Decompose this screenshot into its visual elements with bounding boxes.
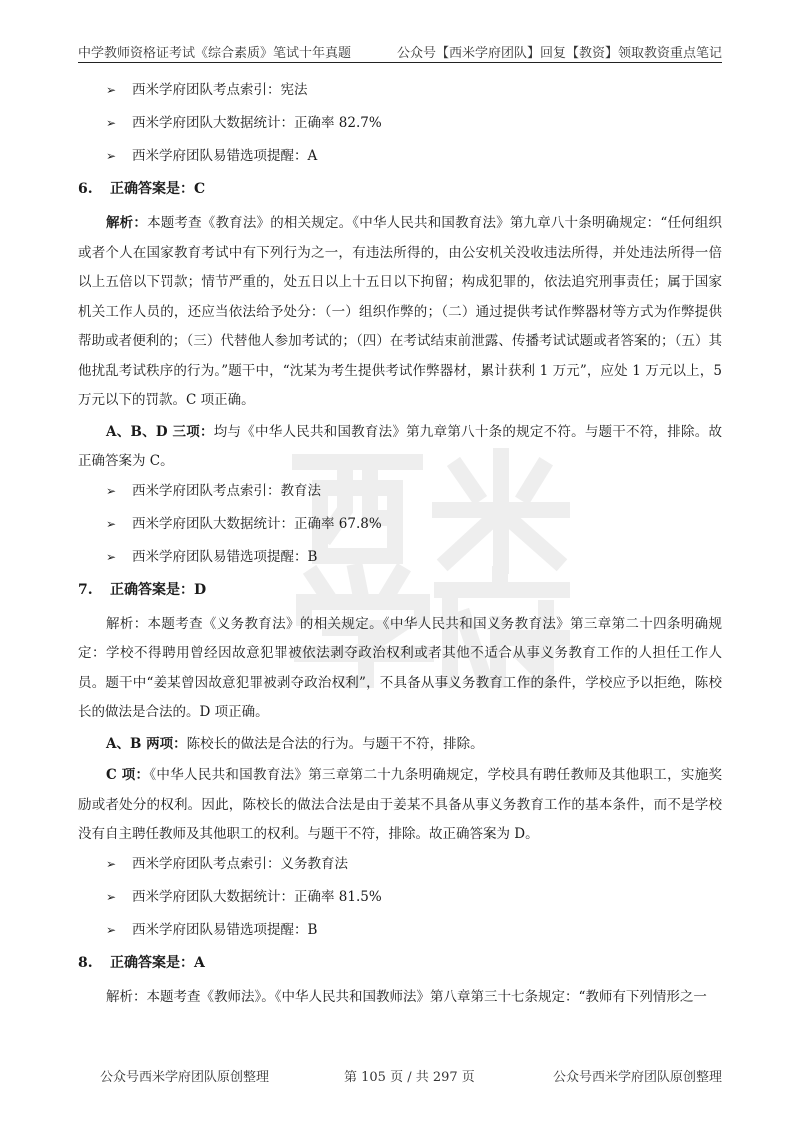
page-content [78,78,722,1014]
bullet-exam-point: ➢ 西米学府团队考点索引：教育法 [78,479,722,503]
page-number: 第 105 页 / 共 297 页 [344,1070,475,1085]
question-7-heading [78,578,722,602]
question-6-answer: 正确答案是：C [110,181,206,197]
bullet-exam-point: ➢ 西米学府团队考点索引：宪法 [78,78,722,102]
question-7-options-ab: A、B 两项：陈校长的做法是合法的行为。与题干不符，排除。 [106,735,484,752]
arrow-bullet-icon: ➢ [106,889,117,904]
question-6-analysis: 解析：本题考查《教育法》的相关规定。《中华人民共和国教育法》第九章八十条明确规定：“任何组织或者个人在国家教育考试中有下列行为之一，有违法所得的，由公安机关没收违法所得，并处违法所得一倍以上五倍以下罚款；情节严重的，处五日以上十五日以下拘留；构成犯罪的，依法追究刑事责任；属于国家机关工作人员的，还应当依法给予处分：（一）组织作弊的；（二）通过提供考试作弊器材等方式为作弊提供帮助或者便利的；（三）代替他人参加考试的；（四）在考试结束前泄露、传播考试试题或者答案的；（五）其他扰乱考试秩序的行为。”题干中，“沈某为考生提供考试作弊器材，累计获利 1 万元”，应处 1 万元以上，5 万元以下的罚款。C 项正确。 [78,215,723,408]
arrow-bullet-icon: ➢ [106,922,117,937]
page-footer [100,1066,722,1088]
bullet-common-mistake: ➢ 西米学府团队易错选项提醒：B [78,918,722,942]
arrow-bullet-icon: ➢ [106,83,117,97]
question-8-answer: 正确答案是：A [110,954,205,971]
top-bullet-list [78,78,722,168]
question-8-heading [78,951,722,975]
bullet-exam-point: ➢ 西米学府团队考点索引：义务教育法 [78,852,722,876]
arrow-bullet-icon: ➢ [106,516,117,531]
question-7-option-c: C 项：《中华人民共和国教育法》第三章第二十九条明确规定，学校具有聘任教师及其他职工，实施奖励或者处分的权利。因此，陈校长的做法合法是由于姜某不具备从事义务教育工作的基本条件，而不是学校没有自主聘任教师及其他职工的权利。与题干不符，排除。故正确答案为 D。 [78,767,722,842]
header-right-notice: 公众号【西米学府团队】回复【教资】领取教资重点笔记 [396,46,722,61]
question-6-number: 6. [78,181,93,197]
question-7-answer: 正确答案是：D [110,581,207,598]
question-6-heading [78,177,722,201]
arrow-bullet-icon: ➢ [106,856,117,871]
question-6-options-abd: A、B、D 三项：均与《中华人民共和国教育法》第九章第八十条的规定不符。与题干不符，排除。故正确答案为 C。 [78,423,723,469]
footer-left-credit: 公众号西米学府团队原创整理 [100,1070,270,1085]
arrow-bullet-icon: ➢ [106,549,117,564]
options-ab-label: A、B 两项： [106,735,187,752]
options-abd-label: A、B、D 三项： [106,423,214,440]
bullet-common-mistake: ➢ 西米学府团队易错选项提醒：B [78,545,722,569]
arrow-bullet-icon: ➢ [106,483,117,498]
question-7-bullet-list [78,852,722,942]
question-7-number: 7. [78,581,93,598]
question-7-analysis: 解析：本题考查《义务教育法》的相关规定。《中华人民共和国义务教育法》第三章第二十四条明确规定：学校不得聘用曾经因故意犯罪被依法剥夺政治权利或者其他不适合从事义务教育工作的人担任工作人员。题干中“姜某曾因故意犯罪被剥夺政治权利”，不具备从事义务教育工作的条件，学校应予以拒绝，陈校长的做法是合法的。D 项正确。 [78,615,722,720]
header-left-title: 中学教师资格证考试《综合素质》笔试十年真题 [78,46,352,61]
analysis-label: 解析： [106,215,148,231]
arrow-bullet-icon: ➢ [106,116,117,130]
bullet-accuracy-stat: ➢ 西米学府团队大数据统计：正确率 67.8% [78,512,722,536]
question-6-bullet-list [78,479,722,569]
footer-right-credit: 公众号西米学府团队原创整理 [552,1070,722,1085]
bullet-accuracy-stat: ➢ 西米学府团队大数据统计：正确率 81.5% [78,885,722,909]
question-8-analysis: 解析：本题考查《教师法》。《中华人民共和国教师法》第八章第三十七条规定：“教师有下列情形之一 [106,988,707,1005]
question-8-number: 8. [78,954,93,971]
page-header [78,40,722,63]
arrow-bullet-icon: ➢ [106,149,117,163]
option-c-label: C 项： [106,767,150,783]
bullet-common-mistake: ➢ 西米学府团队易错选项提醒：A [78,144,722,168]
bullet-accuracy-stat: ➢ 西米学府团队大数据统计：正确率 82.7% [78,111,722,135]
